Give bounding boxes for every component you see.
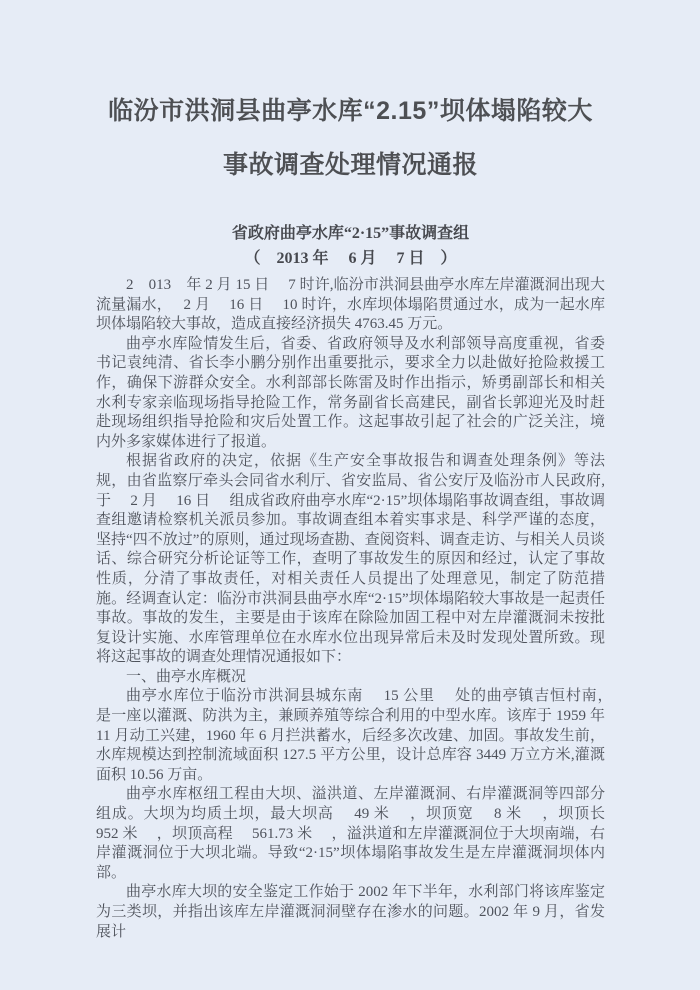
paragraph: 曲亭水库大坝的安全鉴定工作始于 2002 年下半年，水利部门将该库鉴定为三类坝，并指出该库左岸灌溉洞洞壁存在渗水的问题。2002 年 9 月，省发展计	[96, 884, 605, 940]
paragraph: 2 013 年 2 月 15 日 7 时许,临汾市洪洞县曲亭水库左岸灌溉洞出现大流量漏水， 2 月 16 日 10 时许，水库坝体塌陷贯通过水，成为一起水库坝体塌陷较大事故，造成直接经济损失 4763.45 万元。	[96, 277, 605, 333]
document-title-line-2: 事故调查处理情况通报	[222, 151, 478, 179]
author-line: 省政府曲亭水库“2·15”事故调查组	[231, 225, 470, 242]
paragraph: 曲亭水库险情发生后，省委、省政府领导及水利部领导高度重视，省委书记袁纯清、省长李小鹏分别作出重要批示，要求全力以赴做好抢险救援工作，确保下游群众安全。水利部部长陈雷及时作出指示，矫勇副部长和相关水利专家亲临现场指导抢险工作，常务副省长高建民，副省长郭迎光及时赶赴现场组织指导抢险和灾后处置工作。这起事故引起了社会的广泛关注，境内外多家媒体进行了报道。	[96, 335, 605, 450]
section-heading: 一、曲亭水库概况	[126, 668, 247, 685]
paragraph: 曲亭水库枢纽工程由大坝、溢洪道、左岸灌溉洞、右岸灌溉洞等四部分组成。大坝为均质土坝，最大坝高 49 米 ，坝顶宽 8 米 ，坝顶长 952 米 ，坝顶高程 561.73 米 ，溢洪道和左岸灌溉洞位于大坝南端，右岸灌溉洞位于大坝北端。导致“2·15”坝体塌陷事故发生是左岸灌溉洞坝体内部。	[96, 786, 624, 881]
document-title-line-1: 临汾市洪洞县曲亭水库“2.15”坝体塌陷较大	[108, 97, 593, 125]
date-line: （ 2013 年 6 月 7 日 ）	[244, 250, 457, 267]
document-title	[96, 84, 605, 192]
document-body	[96, 276, 624, 942]
paragraph: 根据省政府的决定，依据《生产安全事故报告和调查处理条例》等法规，由省监察厅牵头会同省水利厅、省安监局、省公安厅及临汾市人民政府,于 2 月 16 日 组成省政府曲亭水库“2·15”坝体塌陷事故调查组，事故调查组邀请检察机关派员参加。事故调查组本着实事求是、科学严谨的态度，坚持“四不放过”的原则，通过现场查勘、查阅资料、调查走访、与相关人员谈话、综合研究分析论证等工作，查明了事故发生的原因和经过，认定了事故性质，分清了事故责任，对相关责任人员提出了处理意见，制定了防范措施。经调查认定：临汾市洪洞县曲亭水库“2·15”坝体塌陷较大事故是一起责任事故。事故的发生，主要是由于该库在除险加固工程中对左岸灌溉洞未按批复设计实施、水库管理单位在水库水位出现异常后未及时发现处置所致。现将这起事故的调查处理情况通报如下：	[96, 453, 605, 666]
paragraph: 曲亭水库位于临汾市洪洞县城东南 15 公里 处的曲亭镇吉恒村南， 是一座以灌溉、防洪为主，兼顾养殖等综合利用的中型水库。该库于 1959 年 11 月动工兴建，1960 年 6 月拦洪蓄水，后经多次改建、加固。事故发生前，水库规模达到控制流域面积 127.5 平方公里，设计总库容 3449 万立方米,灌溉面积 10.56 万亩。	[96, 688, 624, 783]
